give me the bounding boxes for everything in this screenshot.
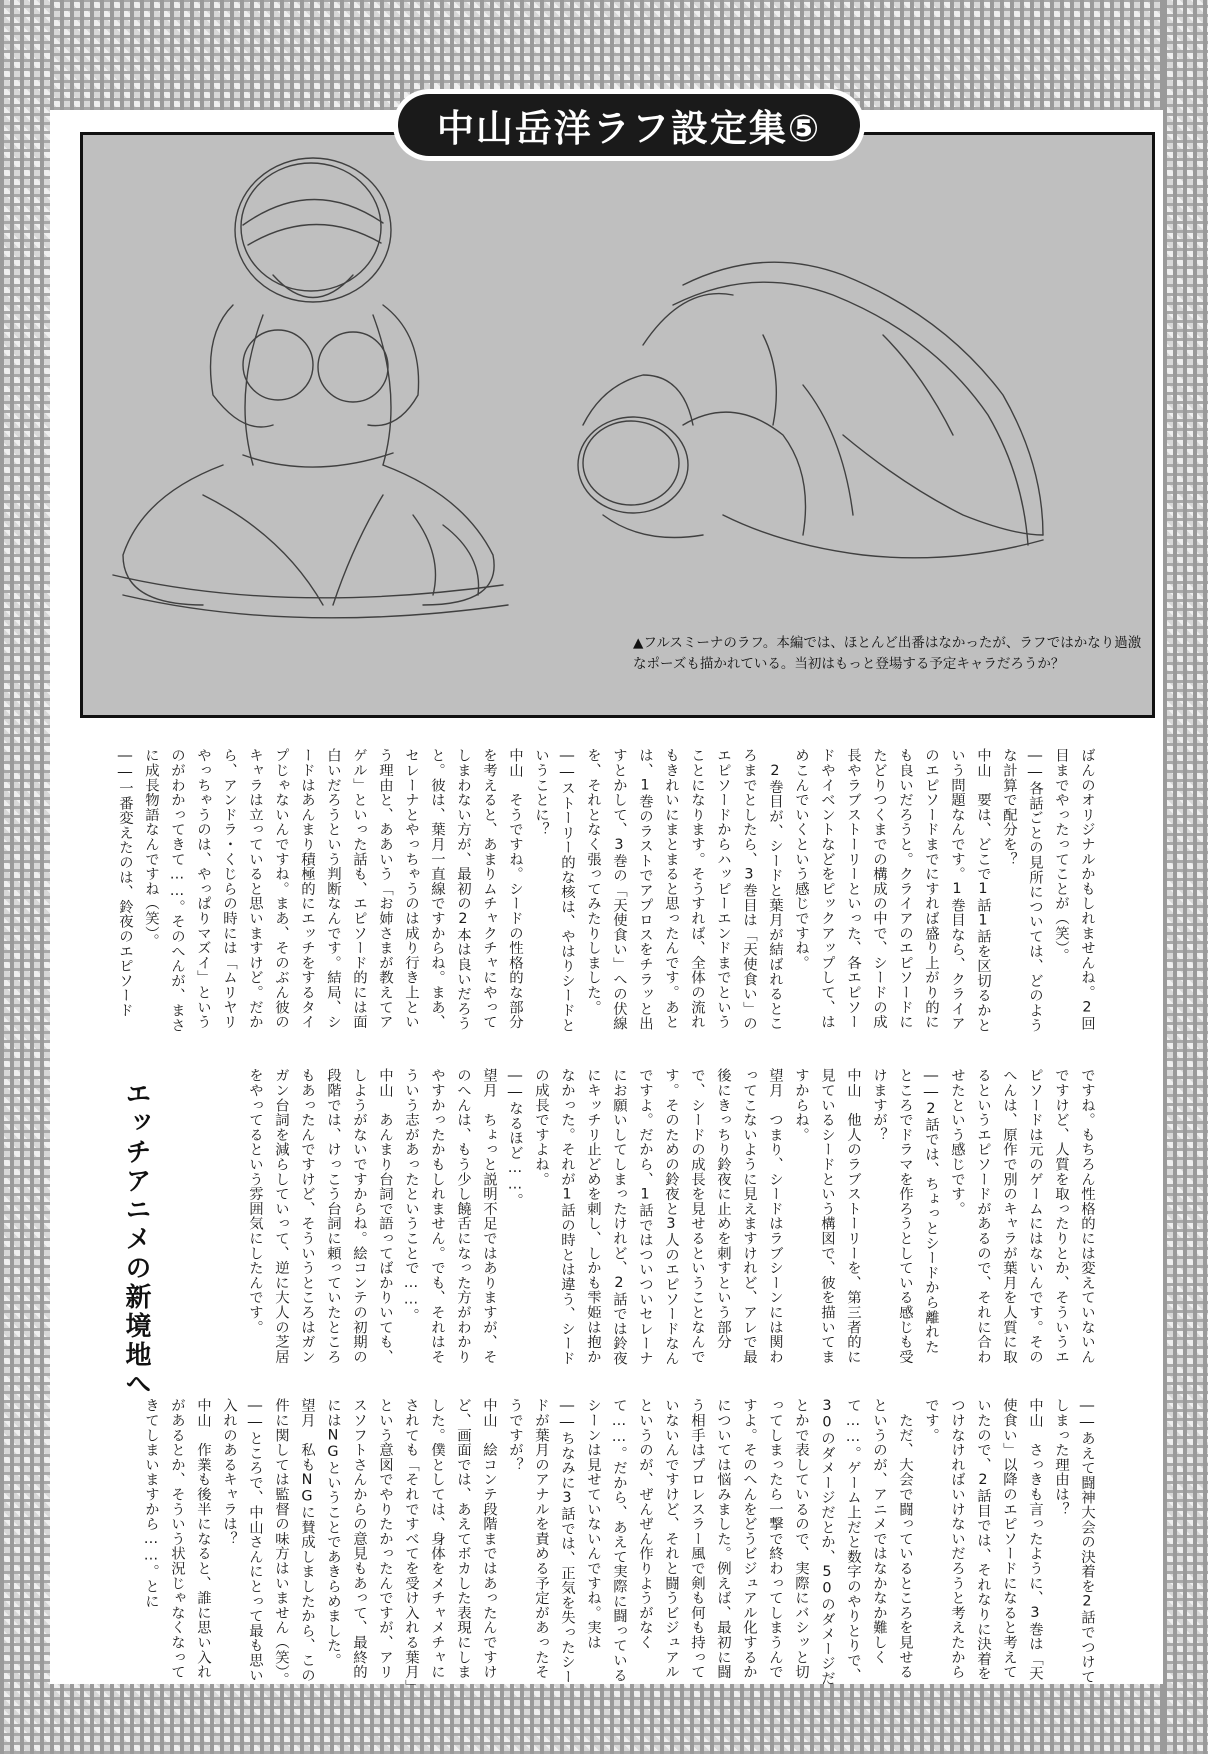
figure-caption: ▲フルスミーナのラフ。本編では、ほとんど出番はなかったが、ラフではかなり過激なポーズも描かれている。当初はもっと登場する予定キャラだろうか？ [633, 635, 1142, 672]
paragraph: ――2話では、ちょっとシードから離れたところでドラマを作ろうとしている感じも受けますが？ [871, 1068, 939, 1364]
paragraph: 2巻目が、シードと葉月が結ばれるところまでとしたら、3巻目は「天使食い」のエピソードからハッピーエンドまでということになります。そうすれば、全体の流れもきれいにまとまると思ったんです。あとは、1巻のラストでアプロスをチラッと出すとかして、3巻の「天使食い」への伏線を、それとなく張ってみたりしました。 [585, 748, 783, 1031]
page-border-left [0, 0, 50, 1754]
paragraph: 中山 他人のラブストーリーを、第三者的に見ているシードという構図で、彼を描いてますからね。 [793, 1068, 861, 1364]
sketch-figure [80, 132, 1155, 718]
rough-sketch-illustration [83, 135, 1152, 715]
paragraph: 中山 要は、どこで1話1話を区切るかという問題なんです。1巻目なら、クライアのエピソードまでにすれば盛り上がり的にも良いだろうと。クライアのエピソードにたどりつくまでの構成の中で、シードの成長やラブストーリーといった、各エピソードやイベントなどをピックアップして、はめこんでいくという感じですね。 [793, 748, 991, 1033]
paragraph: ――ストーリー的な核は、やはりシードということに？ [533, 748, 575, 1033]
paragraph: ――各話ごとの見所については、どのような計算で配分を？ [1001, 748, 1043, 1033]
paragraph: 中山 あんまり台詞で語ってばかりいても、しようがないですからね。絵コンテの初期の段階では、けっこう台詞に頼っていたところもあったんですけど、そういうところはガンガン台詞を減らしていって、逆に大人の芝居をやってるという雰囲気にしたんです。 [247, 1068, 393, 1364]
paragraph: ただ、大会で闘っているところを見せるというのが、アニメではなかなか難しくて……。ゲーム上だと数字のやりとりで、30のダメージだとか、50のダメージだとかで表しているので、実際にバシッと切ってしまったら一撃で終わってしまうんですよ。そのへんをどうビジュアル化するかについては悩みました。例えば、最初に闘う相手はプロレスラー風で剣も何も持っていないんですけど、それと闘うビジュアルというのが、ぜんぜん作りようがなくて……。だから、あえて実際に闘っているシーンは見せていないんですね。実は [585, 1398, 913, 1686]
paragraph: ――ちなみに3話では、正気を失ったシードが葉月のアナルを責める予定があったそうですが？ [507, 1398, 575, 1684]
paragraph: 中山 絵コンテ段階まではあったんですけど、画面では、あえてボカした表現にしました。僕としては、身体をメチャメチャにされても「それですべてを受け入れる葉月」という意図でやりたかったんですが、アリスソフトさんからの意見もあって、最終的にはNGということであきらめました。 [325, 1398, 497, 1687]
page-border-right [1163, 0, 1208, 1754]
paragraph: 中山 作業も後半になると、誰に思い入れがあるとか、そういう状況じゃなくなってきてしまいますから……。とに [143, 1398, 211, 1680]
text-block-bottom [80, 1398, 1100, 1688]
page-title: 中山岳洋ラフ設定集⑤ [436, 107, 822, 150]
paragraph: 望月 ちょっと説明不足ではありますが、そのへんは、もう少し饒舌になった方がわかりやすかったかもしれません。でも、それはそういう志があったということで……。 [403, 1068, 497, 1364]
paragraph: ばんのオリジナルかもしれませんね。2回目までやったってことが（笑）。 [1053, 748, 1095, 1031]
page-border-bottom [0, 1684, 1208, 1754]
text-block-upper [117, 748, 1100, 1038]
paragraph: ですね。もちろん性格的には変えていないんですけど、人質を取ったりとか、そういうエピソードは元のゲームにはないんです。そのへんは、原作で別のキャラが葉月を人質に取るというエピソードがあるので、それに合わせたという感じです。 [949, 1068, 1095, 1364]
section-heading: エッチアニメの新境地へ [121, 1080, 151, 1399]
paragraph: 中山 そうですね。シードの性格的な部分を考えると、あまりムチャクチャにやってしまわない方が、最初の2本は良いだろうと。彼は、葉月一直線ですからね。まあ、セレーナとやっちゃうのは成り行き上という理由と、ああいう「お姉さまが教えてアゲル」といった話も、エピソード的には面白いだろうという判断なんです。結局、シードはあんまり積極的にエッチをするタイプじゃないんですね。まあ、そのぶん彼のキャラは立っていると思いますけど。だから、アンドラ・くじらの時には「ムリヤリやっちゃうのは、やっぱりマズイ」というのがわかってきて……。そのへんが、まさに成長物語なんですね（笑）。 [143, 748, 523, 1033]
paragraph: ――あえて闘神大会の決着を2話でつけてしまった理由は？ [1053, 1398, 1095, 1684]
paragraph: ――一番変えたのは、鈴夜のエピソード [117, 748, 133, 1018]
paragraph: 望月 私もNGに賛成しましたから、この件に関しては監督の味方はいません（笑）。 [273, 1398, 315, 1687]
paragraph: 中山 さっきも言ったように、3巻は「天使食い」以降のエピソードになると考えていたので、2話目では、それなりに決着をつけなければいけないだろうと考えたからです。 [923, 1398, 1043, 1681]
paragraph: ――ところで、中山さんにとって最も思い入れのあるキャラは？ [221, 1398, 263, 1683]
text-block-middle [180, 1068, 1100, 1368]
paragraph: 望月 つまり、シードはラブシーンには関わってこないように見えますけれど、アレで最後にきっちり鈴夜に止めを刺すという部分で、シードの成長を見せるということなんです。そのための鈴夜と3人のエピソードなんですよ。だから、1話ではついついセレーナにお願いしてしまったけれど、2話では鈴夜にキッチリ止どめを刺し、しかも雫姫は抱かなかった。それが1話の時とは違う、シードの成長ですよね。 [533, 1068, 783, 1366]
paragraph: ――なるほど……。 [507, 1068, 523, 1208]
page-title-badge [398, 94, 860, 156]
